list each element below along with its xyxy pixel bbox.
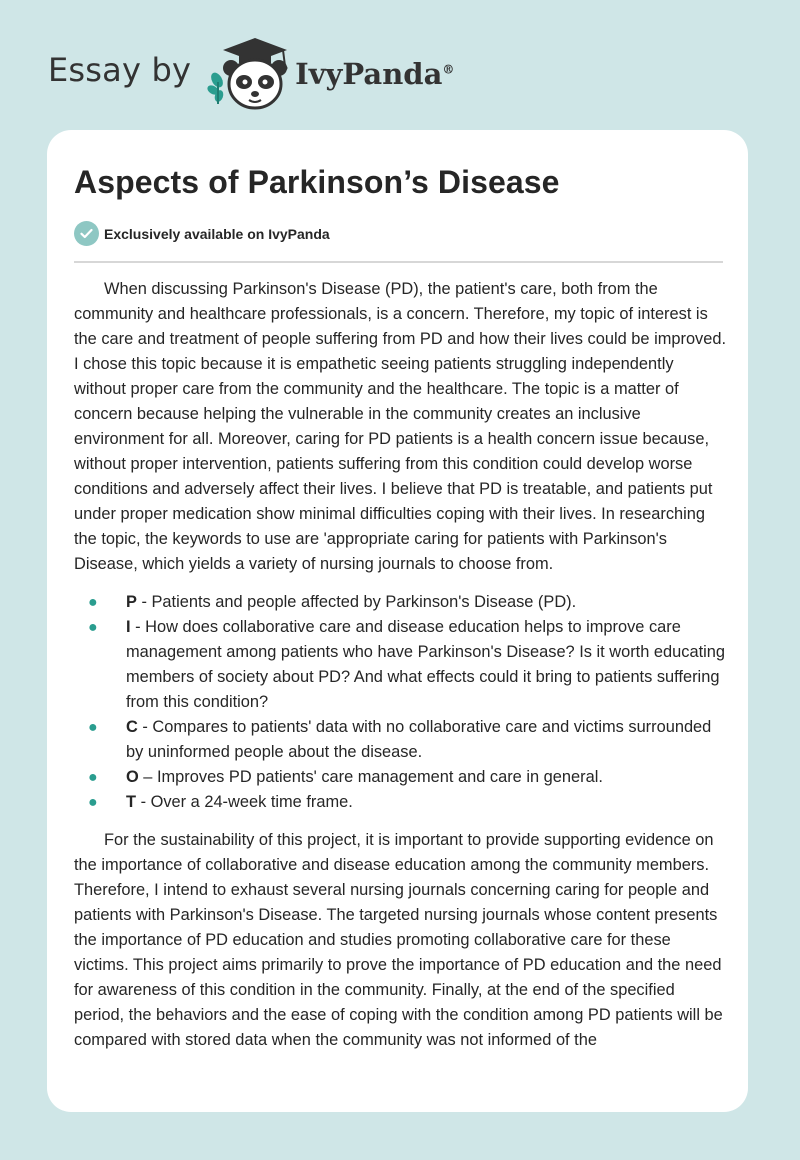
exclusive-badge xyxy=(74,221,330,246)
logo-essay-by: Essay by xyxy=(48,51,192,89)
list-item-c xyxy=(88,715,729,765)
essay-title: Aspects of Parkinson’s Disease xyxy=(74,164,560,200)
site-logo[interactable] xyxy=(48,32,454,112)
list-item-letter: O xyxy=(126,768,139,786)
list-item-text: - How does collaborative care and disease education helps to improve care management among patients who have Parkinson's Disease? Is it worth educating members of society about PD? And what effects could it bring to patients suffering from this condition? xyxy=(126,618,725,711)
paragraph-sustainability: For the sustainability of this project, it is important to provide supporting evidence on the importance of collaborative and disease education among the community members. Therefore, I intend to exhaust several nursing journals concerning caring for people and patients with Parkinson's Disease. The targeted nursing journals whose content presents the importance of PD education and studies promoting collaborative care for these victims. This project aims primarily to prove the importance of PD education and the need for awareness of this condition in the community. Finally, at the end of the specified period, the behaviors and the ease of coping with the condition among PD patients will be compared with stored data when the community was not informed of the xyxy=(74,831,723,1049)
list-item-text: - Patients and people affected by Parkinson's Disease (PD). xyxy=(136,593,577,611)
brand-text: IvyPanda xyxy=(295,57,443,91)
bullet-dot-icon: ● xyxy=(88,769,98,786)
list-item-text: - Compares to patients' data with no collaborative care and victims surrounded by uninformed people about the disease. xyxy=(126,718,712,761)
bullet-dot-icon: ● xyxy=(88,794,98,811)
list-item-letter: T xyxy=(126,793,137,811)
panda-graduation-cap-icon xyxy=(205,32,291,112)
exclusive-badge-label: Exclusively available on IvyPanda xyxy=(104,225,330,242)
logo-brand-name xyxy=(295,57,454,91)
divider xyxy=(74,261,723,263)
check-circle-icon xyxy=(74,221,99,246)
list-item-p xyxy=(88,590,729,615)
registered-mark: ® xyxy=(442,62,455,77)
list-item-letter: P xyxy=(126,593,137,611)
bullet-dot-icon: ● xyxy=(88,719,98,736)
list-item-text: - Over a 24-week time frame. xyxy=(136,793,353,811)
list-item-t xyxy=(88,790,729,815)
bullet-dot-icon: ● xyxy=(88,619,98,636)
list-item-letter: I xyxy=(126,618,131,636)
list-item-letter: C xyxy=(126,718,138,736)
list-item-text: – Improves PD patients' care management and care in general. xyxy=(138,768,603,786)
paragraph-intro: When discussing Parkinson's Disease (PD), the patient's care, both from the community and healthcare professionals, is a concern. Therefore, my topic of interest is the care and treatment of people suffering from PD and how their lives could be improved. I chose this topic because it is empathetic seeing patients struggling independently without proper care from the community and the healthcare. The topic is a matter of concern because helping the vulnerable in the community creates an inclusive environment for all. Moreover, caring for PD patients is a health concern issue because, without proper intervention, patients suffering from this condition could develop worse conditions and adversely affect their lives. I believe that PD is treatable, and patients put under proper medication show minimal difficulties coping with their lives. In researching the topic, the keywords to use are 'appropriate caring for patients with Parkinson's Disease, which yields a variety of nursing journals to choose from. xyxy=(74,280,727,573)
essay-body xyxy=(74,277,729,1053)
essay-card xyxy=(47,130,748,1112)
list-item-o xyxy=(88,765,729,790)
pico-list xyxy=(74,590,729,815)
bullet-dot-icon: ● xyxy=(88,594,98,611)
list-item-i xyxy=(88,615,729,715)
